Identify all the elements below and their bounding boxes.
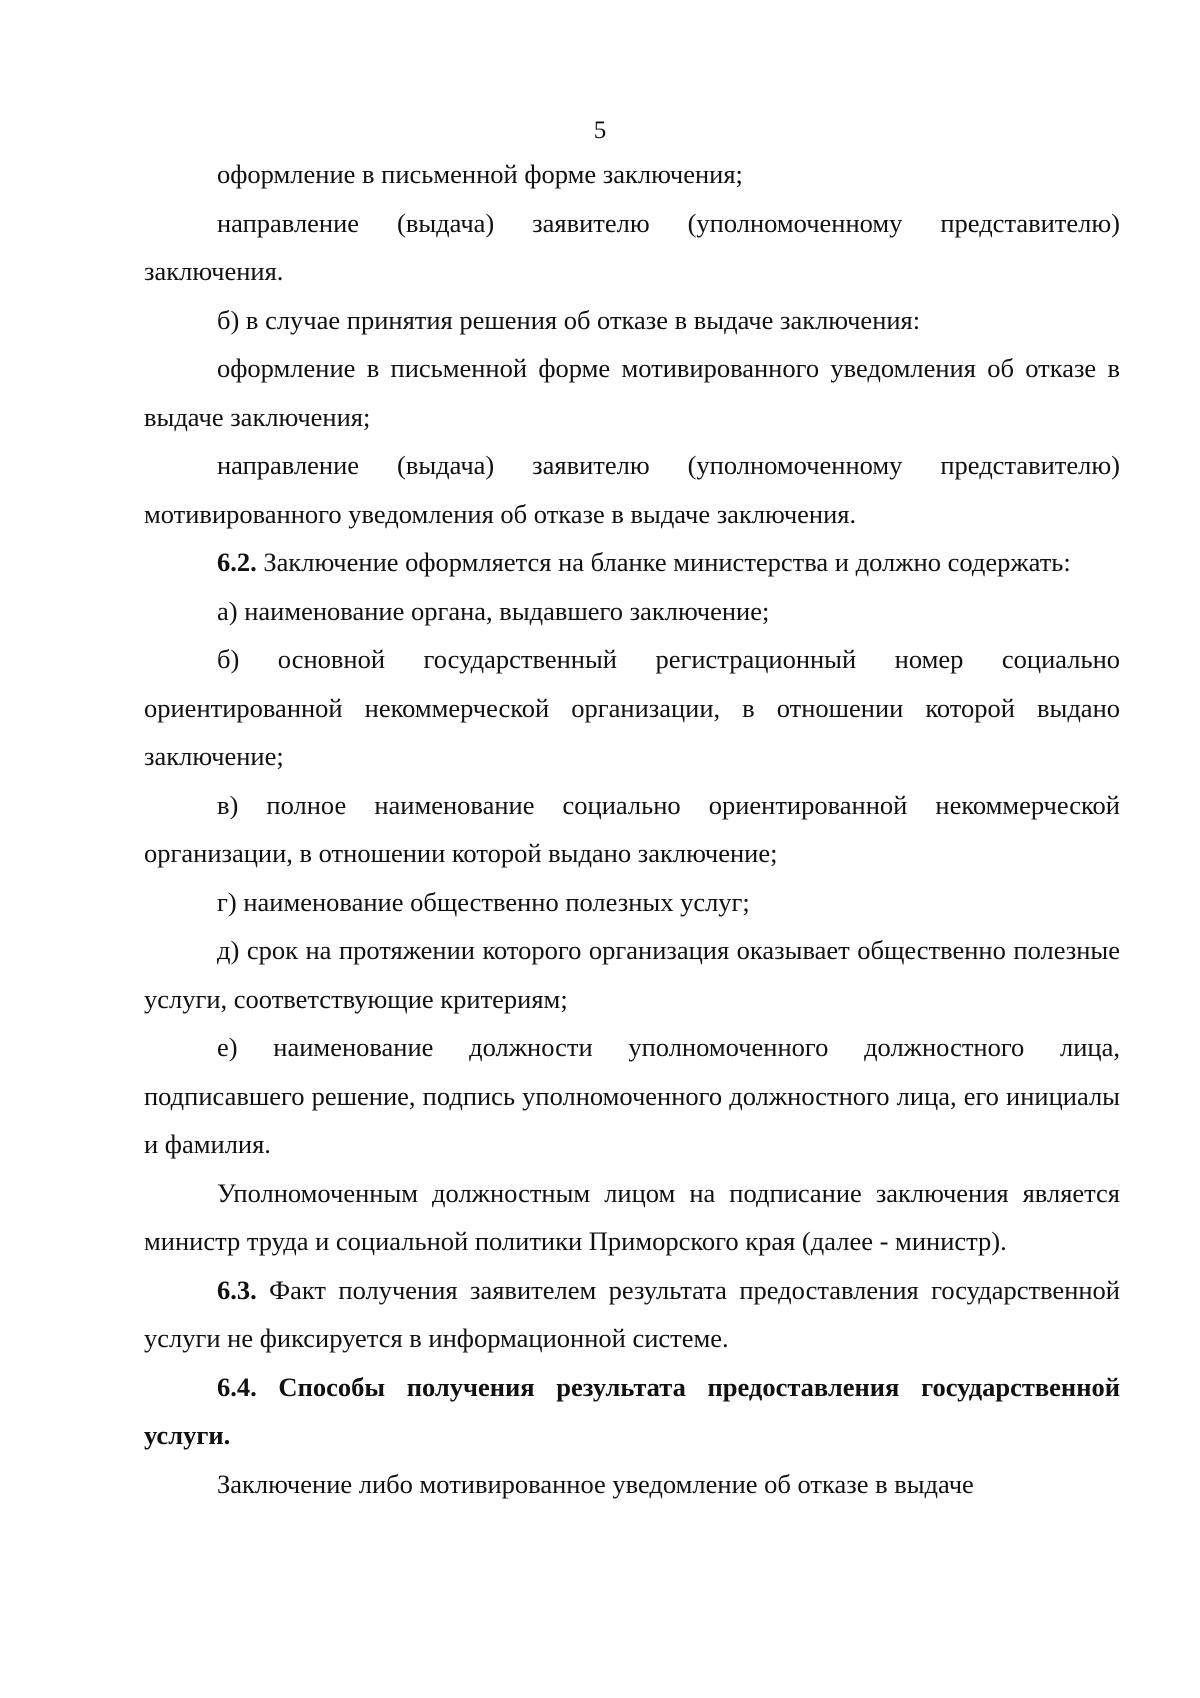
paragraph: направление (выдача) заявителю (уполномоченному представителю) заключения. (144, 207, 1120, 286)
paragraph: оформление в письменной форме заключения; (217, 159, 743, 189)
paragraph: е) наименование должности уполномоченного должностного лица, подписавшего решение, подпись уполномоченного должностного лица, его инициалы и фамилия. (144, 1032, 1120, 1159)
paragraph: в) полное наименование социально ориентированной некоммерческой организации, в отношении которой выдано заключение; (144, 789, 1120, 868)
paragraph: Заключение либо мотивированное уведомление об отказе в выдаче (217, 1468, 974, 1499)
section-heading: 6.4. Способы получения результата предоставления государственной услуги. (144, 1371, 1120, 1450)
clause-text: Факт получения заявителем результата предоставления государственной услуги не фиксируется в информационной системе. (144, 1274, 1120, 1353)
clause-text: Заключение оформляется на бланке министерства и должно содержать: (256, 547, 1071, 577)
clause-number: 6.2. (217, 547, 257, 577)
paragraph: оформление в письменной форме мотивированного уведомления об отказе в выдаче заключения; (144, 353, 1120, 432)
paragraph-6-2 (144, 538, 1120, 587)
paragraph: д) срок на протяжении которого организация оказывает общественно полезные услуги, соответствующие критериям; (144, 935, 1120, 1014)
paragraph: направление (выдача) заявителю (уполномоченному представителю) мотивированного уведомления об отказе в выдаче заключения. (144, 450, 1120, 529)
paragraph: б) в случае принятия решения об отказе в выдаче заключения: (217, 304, 921, 335)
paragraph-6-3 (144, 1266, 1120, 1363)
document-body (144, 150, 1120, 1508)
page-number: 5 (593, 117, 607, 144)
paragraph: Уполномоченным должностным лицом на подписание заключения является министр труда и социальной политики Приморского края (далее - министр). (144, 1177, 1120, 1256)
clause-number: 6.3. (217, 1274, 257, 1305)
paragraph: б) основной государственный регистрационный номер социально ориентированной некоммерческой организации, в отношении которой выдано заключение; (144, 644, 1120, 771)
paragraph: а) наименование органа, выдавшего заключение; (217, 595, 770, 626)
paragraph: г) наименование общественно полезных услуг; (217, 886, 750, 917)
